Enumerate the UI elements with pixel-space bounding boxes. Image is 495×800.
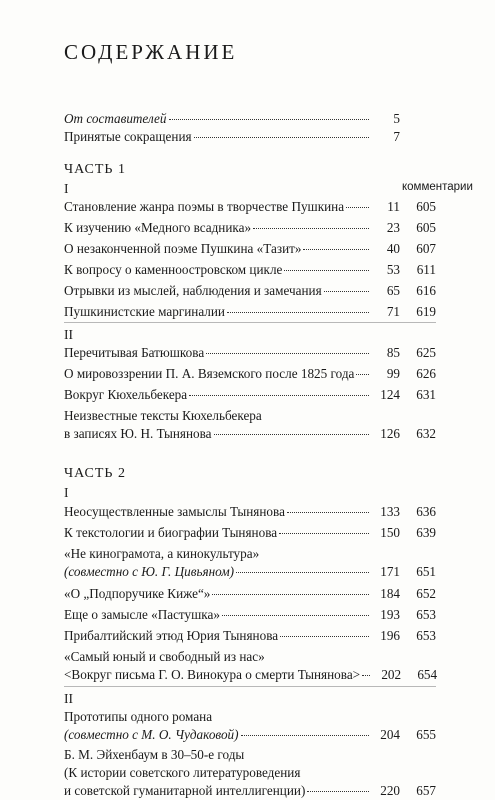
toc-entry[interactable] (64, 365, 436, 383)
toc-entry[interactable] (64, 344, 436, 362)
toc-entry[interactable] (64, 585, 436, 603)
entry-page: 184 (380, 586, 400, 601)
leader-dots (206, 353, 369, 354)
leader-dots (214, 434, 369, 435)
entry-page: 53 (386, 262, 400, 277)
entry-page: 133 (380, 504, 400, 519)
entry-page: 171 (380, 564, 400, 579)
entry-page: 85 (386, 345, 400, 360)
entry-page: 220 (380, 783, 400, 798)
leader-dots (356, 374, 369, 375)
toc-entry[interactable] (64, 503, 436, 521)
part-2-section-1-heading: I (64, 485, 69, 500)
entry-title: «О „Подпоручике Киже“» (64, 586, 211, 601)
toc-entry[interactable] (64, 606, 436, 624)
entry-page: 11 (387, 199, 400, 214)
toc-entry[interactable] (64, 545, 436, 581)
entry-comment-page: 654 (417, 667, 438, 682)
entry-title: и советской гуманитарной интеллигенции) (64, 783, 306, 798)
leader-dots (287, 512, 369, 513)
entry-title: К вопросу о каменноостровском цикле (64, 262, 283, 277)
entry-comment-page: 657 (416, 783, 436, 798)
part-2-heading: ЧАСТЬ 2 (64, 466, 126, 481)
leader-dots (362, 675, 370, 676)
entry-comment-page: 639 (416, 525, 436, 540)
entry-comment-page: 655 (416, 727, 436, 742)
entry-title-line: Прототипы одного романа (64, 709, 213, 724)
entry-title: Вокруг Кюхельбекера (64, 387, 188, 402)
leader-dots (169, 119, 370, 120)
entry-title-line: (К истории советского литературоведения (64, 765, 301, 780)
leader-dots (194, 137, 369, 138)
entry-title: в записях Ю. Н. Тынянова (64, 426, 212, 441)
entry-title: К текстологии и биографии Тынянова (64, 525, 278, 540)
entry-title: (совместно с Ю. Г. Цивьяном) (64, 564, 235, 579)
entry-comment-page: 625 (416, 345, 436, 360)
toc-entry[interactable] (64, 198, 436, 216)
entry-comment-page: 607 (416, 241, 436, 256)
entry-title-line: Б. М. Эйхенбаум в 30–50-е годы (64, 747, 245, 762)
entry-comment-page: 619 (416, 304, 436, 319)
leader-dots (307, 791, 369, 792)
entry-page: 196 (380, 628, 400, 643)
entry-page: 193 (380, 607, 400, 622)
entry-comment-page: 616 (416, 283, 436, 298)
entry-comment-page: 611 (416, 262, 436, 277)
toc-entry[interactable] (64, 386, 436, 404)
entry-comment-page: 652 (416, 586, 436, 601)
part-1-heading: ЧАСТЬ 1 (64, 162, 126, 177)
comments-column-header: комментарии (402, 181, 473, 193)
entry-page: 71 (386, 304, 400, 319)
entry-comment-page: 653 (416, 607, 436, 622)
entry-comment-page: 653 (416, 628, 436, 643)
entry-page: 99 (386, 366, 400, 381)
entry-title: О незаконченной поэме Пушкина «Тазит» (64, 241, 302, 256)
page-title: СОДЕРЖАНИЕ (64, 40, 238, 64)
entry-title: Пушкинистские маргиналии (64, 304, 225, 319)
toc-entry-from-compilers[interactable] (64, 110, 436, 128)
entry-page: 23 (386, 220, 400, 235)
entry-page: 150 (380, 525, 400, 540)
entry-comment-page: 605 (416, 220, 436, 235)
toc-entry[interactable] (64, 648, 436, 684)
leader-dots (280, 636, 369, 637)
leader-dots (346, 207, 369, 208)
leader-dots (284, 270, 369, 271)
entry-title: Принятые сокращения (64, 129, 192, 144)
entry-title: Еще о замысле «Пастушка» (64, 607, 220, 622)
leader-dots (241, 735, 369, 736)
entry-comment-page: 631 (416, 387, 436, 402)
entry-comment-page: 626 (416, 366, 436, 381)
entry-page: 124 (380, 387, 400, 402)
leader-dots (227, 312, 369, 313)
toc-entry[interactable] (64, 407, 436, 443)
entry-title: <Вокруг письма Г. О. Винокура о смерти Тынянова> (64, 667, 361, 682)
leader-dots (253, 228, 369, 229)
entry-title-line: «Не кинограмота, а кинокультура» (64, 546, 260, 561)
leader-dots (303, 249, 369, 250)
toc-entry[interactable] (64, 219, 436, 237)
entry-title: Перечитывая Батюшкова (64, 345, 205, 360)
entry-title: Отрывки из мыслей, наблюдения и замечания (64, 283, 322, 298)
leader-dots (236, 572, 369, 573)
toc-entry[interactable] (64, 524, 436, 542)
entry-comment-page: 651 (416, 564, 436, 579)
toc-entry[interactable] (64, 708, 436, 744)
part-2-section-2-heading: II (64, 691, 73, 706)
entry-title: Неосуществленные замыслы Тынянова (64, 504, 285, 519)
part-1-section-2-heading: II (64, 327, 73, 342)
entry-page: 202 (381, 667, 402, 682)
toc-entry[interactable] (64, 240, 436, 258)
entry-comment-page: 636 (416, 504, 436, 519)
entry-page: 5 (393, 111, 400, 126)
entry-title: О мировоззрении П. А. Вяземского после 1825 года (64, 366, 355, 381)
entry-title: Становление жанра поэмы в творчестве Пушкина (64, 199, 345, 214)
leader-dots (222, 615, 369, 616)
toc-entry[interactable] (64, 303, 436, 321)
entry-page: 204 (380, 727, 400, 742)
entry-page: 65 (386, 283, 400, 298)
entry-title: К изучению «Медного всадника» (64, 220, 252, 235)
entry-title: От составителей (64, 111, 167, 126)
toc-entry[interactable] (64, 261, 436, 279)
toc-entry[interactable] (64, 282, 436, 300)
leader-dots (324, 291, 369, 292)
entry-page: 7 (393, 129, 400, 144)
entry-title-line: Неизвестные тексты Кюхельбекера (64, 408, 262, 423)
section-divider (64, 322, 436, 323)
toc-entry-abbreviations[interactable] (64, 128, 436, 146)
entry-comment-page: 632 (416, 426, 436, 441)
entry-title: Прибалтийский этюд Юрия Тынянова (64, 628, 279, 643)
leader-dots (189, 395, 369, 396)
leader-dots (279, 533, 369, 534)
entry-comment-page: 605 (416, 199, 436, 214)
entry-page: 126 (380, 426, 400, 441)
section-divider (64, 686, 436, 687)
part-1-section-1-heading: I (64, 181, 69, 196)
entry-title: (совместно с М. О. Чудаковой) (64, 727, 239, 742)
leader-dots (212, 594, 369, 595)
toc-entry[interactable] (64, 746, 436, 800)
toc-entry[interactable] (64, 627, 436, 645)
entry-title-line: «Самый юный и свободный из нас» (64, 649, 265, 664)
entry-page: 40 (386, 241, 400, 256)
